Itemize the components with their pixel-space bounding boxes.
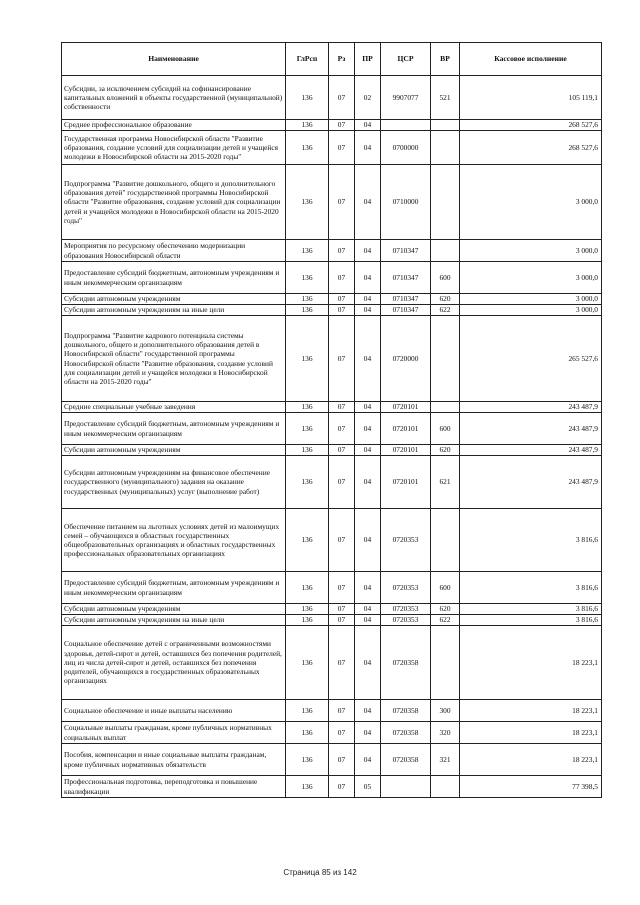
cell-vr: 621 <box>431 456 460 509</box>
cell-vr: 622 <box>431 615 460 626</box>
cell-pr: 04 <box>355 165 381 240</box>
cell-rz: 07 <box>329 131 355 165</box>
cell-vr: 600 <box>431 413 460 445</box>
cell-amount: 77 398,5 <box>460 776 602 798</box>
cell-rz: 07 <box>329 120 355 131</box>
cell-name: Среднее профессиональное образование <box>62 120 286 131</box>
table-row <box>62 316 602 402</box>
cell-rz: 07 <box>329 700 355 722</box>
cell-csr: 0720101 <box>381 402 431 413</box>
cell-pr: 04 <box>355 572 381 604</box>
cell-name: Субсидии, за исключением субсидий на софинансирование капитальных вложений в объекты государственной (муниципальной) собственности <box>62 76 286 120</box>
cell-name: Пособия, компенсации и иные социальные выплаты гражданам, кроме публичных нормативных обязательств <box>62 744 286 776</box>
cell-rz: 07 <box>329 744 355 776</box>
budget-execution-table <box>61 42 602 798</box>
cell-name: Социальное обеспечение и иные выплаты населению <box>62 700 286 722</box>
cell-rz: 07 <box>329 615 355 626</box>
cell-rz: 07 <box>329 572 355 604</box>
cell-amount: 243 487,9 <box>460 413 602 445</box>
cell-glrsp: 136 <box>286 262 329 294</box>
cell-name: Предоставление субсидий бюджетным, автономным учреждениям и иным некоммерческим организациям <box>62 572 286 604</box>
cell-amount: 243 487,9 <box>460 445 602 456</box>
cell-rz: 07 <box>329 776 355 798</box>
cell-vr: 521 <box>431 76 460 120</box>
cell-pr: 04 <box>355 615 381 626</box>
table-row <box>62 294 602 305</box>
cell-pr: 04 <box>355 722 381 744</box>
cell-name: Мероприятия по ресурсному обеспечению модернизации образования Новосибирской области <box>62 240 286 262</box>
cell-glrsp: 136 <box>286 305 329 316</box>
cell-vr: 300 <box>431 700 460 722</box>
cell-glrsp: 136 <box>286 722 329 744</box>
table-row <box>62 776 602 798</box>
cell-amount: 3 816,6 <box>460 604 602 615</box>
cell-rz: 07 <box>329 509 355 572</box>
cell-amount: 18 223,1 <box>460 744 602 776</box>
cell-name: Субсидии автономным учреждениям <box>62 445 286 456</box>
cell-pr: 04 <box>355 316 381 402</box>
cell-csr: 0720101 <box>381 445 431 456</box>
cell-vr <box>431 131 460 165</box>
cell-csr: 0720000 <box>381 316 431 402</box>
cell-csr: 0710347 <box>381 305 431 316</box>
cell-csr: 0700000 <box>381 131 431 165</box>
cell-glrsp: 136 <box>286 76 329 120</box>
cell-csr: 0720358 <box>381 744 431 776</box>
cell-vr <box>431 626 460 700</box>
table-row <box>62 604 602 615</box>
cell-vr <box>431 240 460 262</box>
cell-vr: 620 <box>431 445 460 456</box>
cell-amount: 3 000,0 <box>460 305 602 316</box>
cell-pr: 04 <box>355 456 381 509</box>
table-row <box>62 76 602 120</box>
cell-csr: 0720353 <box>381 615 431 626</box>
cell-vr: 620 <box>431 604 460 615</box>
cell-glrsp: 136 <box>286 294 329 305</box>
cell-glrsp: 136 <box>286 402 329 413</box>
header-rz: Рз <box>329 43 355 76</box>
header-vr: ВР <box>431 43 460 76</box>
cell-name: Предоставление субсидий бюджетным, автономным учреждениям и иным некоммерческим организациям <box>62 262 286 294</box>
cell-name: Профессиональная подготовка, переподготовка и повышение квалификации <box>62 776 286 798</box>
cell-amount: 268 527,6 <box>460 131 602 165</box>
cell-name: Подпрограмма "Развитие дошкольного, общего и дополнительного образования детей" государственной программы Новосибирской области "Развитие образования, создание условий для социализации детей и учащейся молодежи в Новосибирской области на 2015-2020 годы" <box>62 165 286 240</box>
cell-csr: 0710347 <box>381 262 431 294</box>
cell-vr: 600 <box>431 572 460 604</box>
table-row <box>62 456 602 509</box>
table-body <box>62 76 602 798</box>
table-row <box>62 240 602 262</box>
cell-amount: 265 527,6 <box>460 316 602 402</box>
cell-vr <box>431 316 460 402</box>
cell-pr: 05 <box>355 776 381 798</box>
cell-pr: 04 <box>355 131 381 165</box>
cell-glrsp: 136 <box>286 604 329 615</box>
header-glrsp: ГлРсп <box>286 43 329 76</box>
cell-name: Социальное обеспечение детей с ограниченными возможностями здоровья, детей-сирот и детей, оставшихся без попечения родителей, лиц из числа детей-сирот и детей, оставшихся без попечения родителей, обучающихся в государственных образовательных организациях <box>62 626 286 700</box>
cell-glrsp: 136 <box>286 572 329 604</box>
cell-vr: 320 <box>431 722 460 744</box>
cell-vr <box>431 402 460 413</box>
cell-amount: 3 000,0 <box>460 262 602 294</box>
cell-glrsp: 136 <box>286 316 329 402</box>
cell-glrsp: 136 <box>286 744 329 776</box>
cell-vr: 321 <box>431 744 460 776</box>
page-number: Страница 85 из 142 <box>283 868 357 877</box>
header-amount: Кассовое исполнение <box>460 43 602 76</box>
cell-vr <box>431 165 460 240</box>
table-header-row <box>62 43 602 76</box>
cell-amount: 18 223,1 <box>460 722 602 744</box>
cell-amount: 18 223,1 <box>460 700 602 722</box>
cell-rz: 07 <box>329 626 355 700</box>
cell-pr: 04 <box>355 262 381 294</box>
cell-name: Субсидии автономным учреждениям <box>62 604 286 615</box>
cell-glrsp: 136 <box>286 240 329 262</box>
table-row <box>62 262 602 294</box>
cell-name: Субсидии автономным учреждениям <box>62 294 286 305</box>
table-row <box>62 744 602 776</box>
cell-name: Государственная программа Новосибирской области "Развитие образования, создание условий для социализации детей и учащейся молодежи в Новосибирской области на 2015-2020 годы" <box>62 131 286 165</box>
cell-csr: 0720101 <box>381 456 431 509</box>
cell-vr: 620 <box>431 294 460 305</box>
cell-amount: 268 527,6 <box>460 120 602 131</box>
cell-vr <box>431 509 460 572</box>
cell-pr: 04 <box>355 294 381 305</box>
cell-rz: 07 <box>329 165 355 240</box>
cell-pr: 02 <box>355 76 381 120</box>
cell-rz: 07 <box>329 262 355 294</box>
cell-name: Подпрограмма "Развитие кадрового потенциала системы дошкольного, общего и дополнительного образования детей в Новосибирской области" государственной программы Новосибирской области "Развитие образования, создание условий для социализации детей и учащейся молодежи в Новосибирской области на 2015-2020 годы" <box>62 316 286 402</box>
table-row <box>62 131 602 165</box>
cell-vr <box>431 776 460 798</box>
cell-csr: 0720358 <box>381 700 431 722</box>
cell-rz: 07 <box>329 294 355 305</box>
cell-amount: 3 000,0 <box>460 294 602 305</box>
table-row <box>62 413 602 445</box>
cell-name: Субсидии автономным учреждениям на иные цели <box>62 615 286 626</box>
cell-pr: 04 <box>355 402 381 413</box>
cell-pr: 04 <box>355 305 381 316</box>
cell-rz: 07 <box>329 722 355 744</box>
cell-pr: 04 <box>355 744 381 776</box>
cell-amount: 243 487,9 <box>460 456 602 509</box>
table-row <box>62 509 602 572</box>
cell-rz: 07 <box>329 456 355 509</box>
cell-csr: 0720101 <box>381 413 431 445</box>
cell-glrsp: 136 <box>286 509 329 572</box>
table-row <box>62 120 602 131</box>
cell-pr: 04 <box>355 509 381 572</box>
table-row <box>62 615 602 626</box>
cell-name: Социальные выплаты гражданам, кроме публичных нормативных социальных выплат <box>62 722 286 744</box>
cell-csr: 0720353 <box>381 604 431 615</box>
cell-csr: 0710000 <box>381 165 431 240</box>
cell-amount: 3 816,6 <box>460 615 602 626</box>
cell-pr: 04 <box>355 626 381 700</box>
table-row <box>62 445 602 456</box>
cell-pr: 04 <box>355 120 381 131</box>
cell-rz: 07 <box>329 316 355 402</box>
cell-glrsp: 136 <box>286 456 329 509</box>
cell-pr: 04 <box>355 604 381 615</box>
cell-rz: 07 <box>329 445 355 456</box>
header-pr: ПР <box>355 43 381 76</box>
cell-rz: 07 <box>329 604 355 615</box>
cell-amount: 18 223,1 <box>460 626 602 700</box>
table-row <box>62 165 602 240</box>
cell-glrsp: 136 <box>286 165 329 240</box>
cell-rz: 07 <box>329 305 355 316</box>
cell-csr: 0720358 <box>381 722 431 744</box>
cell-csr: 0720353 <box>381 509 431 572</box>
cell-pr: 04 <box>355 413 381 445</box>
cell-csr <box>381 776 431 798</box>
cell-name: Средние специальные учебные заведения <box>62 402 286 413</box>
table-row <box>62 305 602 316</box>
cell-glrsp: 136 <box>286 626 329 700</box>
cell-glrsp: 136 <box>286 131 329 165</box>
cell-pr: 04 <box>355 700 381 722</box>
cell-glrsp: 136 <box>286 700 329 722</box>
cell-csr <box>381 120 431 131</box>
header-csr: ЦСР <box>381 43 431 76</box>
cell-glrsp: 136 <box>286 413 329 445</box>
cell-amount: 105 119,1 <box>460 76 602 120</box>
cell-amount: 3 816,6 <box>460 572 602 604</box>
cell-amount: 3 000,0 <box>460 240 602 262</box>
cell-rz: 07 <box>329 240 355 262</box>
cell-name: Субсидии автономным учреждениям на финансовое обеспечение государственного (муниципального) задания на оказание государственных (муниципальных) услуг (выполнение работ) <box>62 456 286 509</box>
cell-pr: 04 <box>355 445 381 456</box>
cell-csr: 0720353 <box>381 572 431 604</box>
cell-glrsp: 136 <box>286 776 329 798</box>
cell-amount: 243 487,9 <box>460 402 602 413</box>
cell-rz: 07 <box>329 76 355 120</box>
table-row <box>62 402 602 413</box>
cell-glrsp: 136 <box>286 445 329 456</box>
header-name: Наименование <box>62 43 286 76</box>
table-row <box>62 700 602 722</box>
cell-amount: 3 816,6 <box>460 509 602 572</box>
table-row <box>62 572 602 604</box>
cell-csr: 9907077 <box>381 76 431 120</box>
cell-vr: 600 <box>431 262 460 294</box>
cell-name: Обеспечение питанием на льготных условиях детей из малоимущих семей – обучающихся в областных государственных общеобразовательных организациях и областных государственных профессиональных образовательных организациях <box>62 509 286 572</box>
cell-csr: 0710347 <box>381 294 431 305</box>
cell-csr: 0720358 <box>381 626 431 700</box>
cell-rz: 07 <box>329 413 355 445</box>
cell-csr: 0710347 <box>381 240 431 262</box>
cell-glrsp: 136 <box>286 120 329 131</box>
cell-name: Субсидии автономным учреждениям на иные цели <box>62 305 286 316</box>
table-row <box>62 722 602 744</box>
cell-pr: 04 <box>355 240 381 262</box>
cell-vr <box>431 120 460 131</box>
cell-name: Предоставление субсидий бюджетным, автономным учреждениям и иным некоммерческим организациям <box>62 413 286 445</box>
cell-amount: 3 000,0 <box>460 165 602 240</box>
cell-vr: 622 <box>431 305 460 316</box>
cell-glrsp: 136 <box>286 615 329 626</box>
cell-rz: 07 <box>329 402 355 413</box>
table-row <box>62 626 602 700</box>
